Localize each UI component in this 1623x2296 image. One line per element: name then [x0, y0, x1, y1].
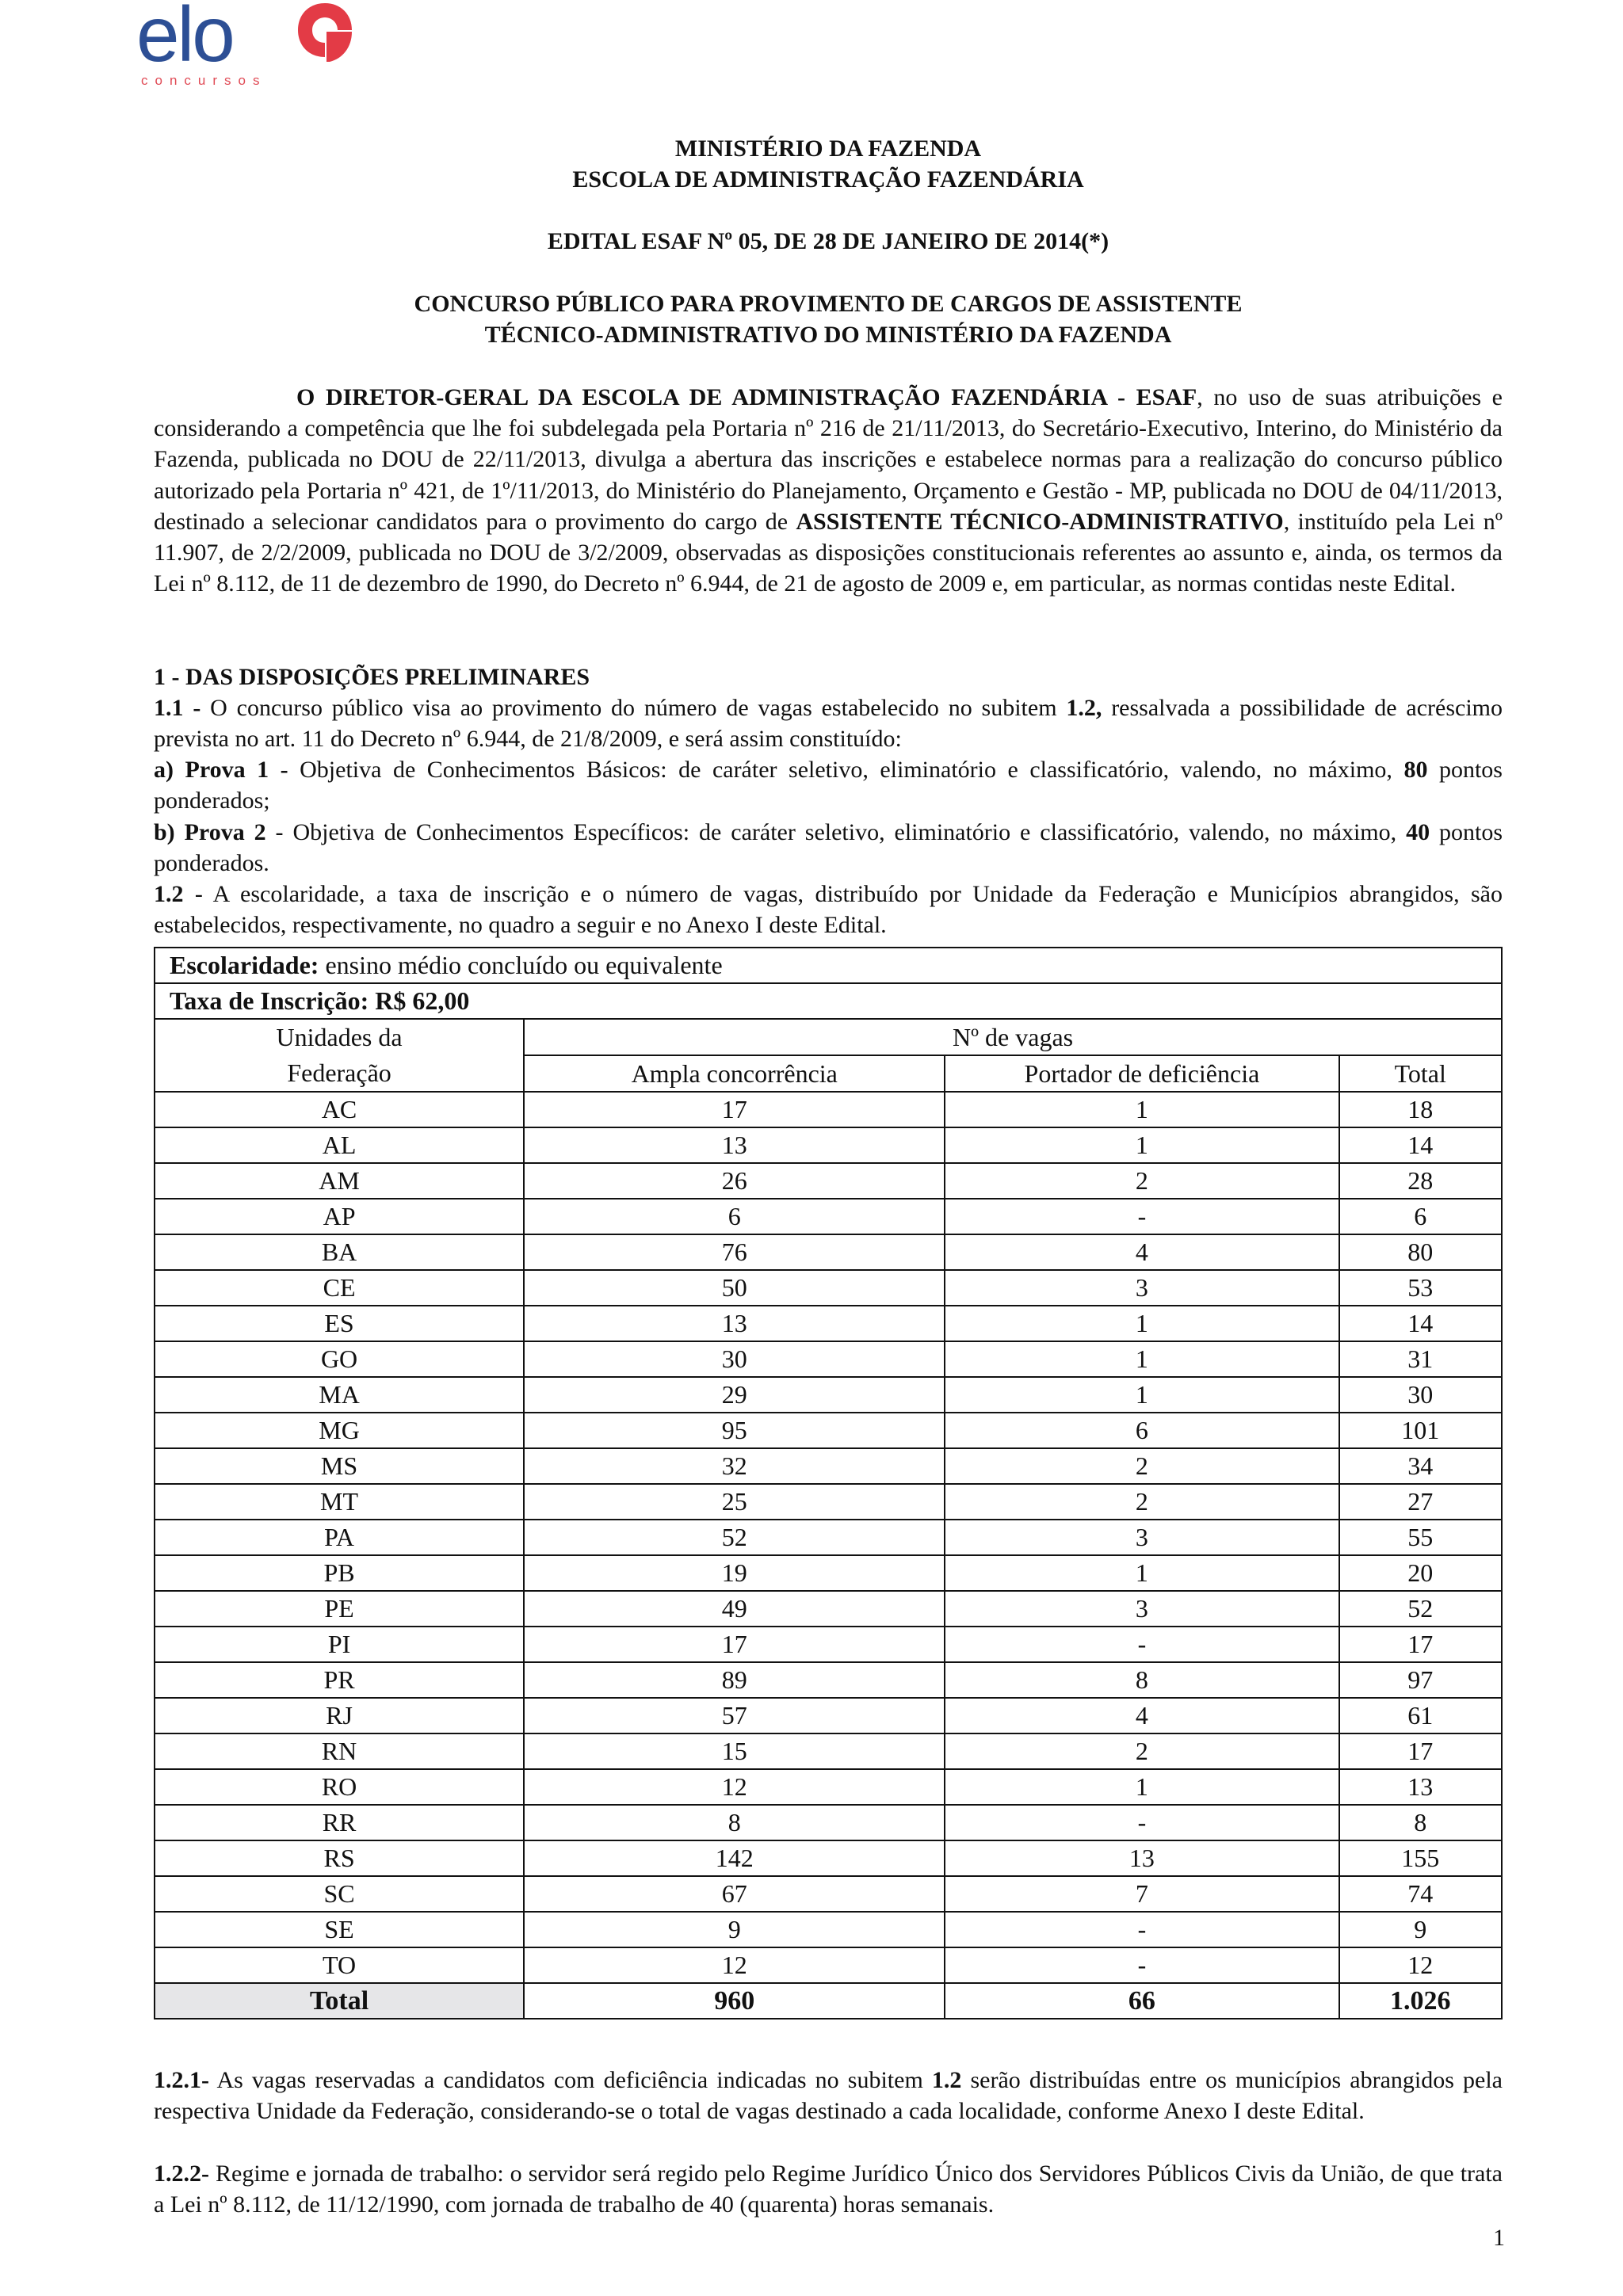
escolaridade-label: Escolaridade:: [170, 951, 319, 979]
cell-total: 30: [1339, 1377, 1503, 1413]
cell-total: 52: [1339, 1591, 1503, 1627]
table-row: [155, 1912, 1502, 1947]
cell-total: 14: [1339, 1306, 1503, 1341]
cell-uf: GO: [155, 1341, 524, 1377]
cell-uf: MG: [155, 1413, 524, 1448]
cell-total: 34: [1339, 1448, 1503, 1484]
item-text: O concurso público visa ao provimento do número de vagas estabelecido no subitem: [200, 695, 1067, 721]
col-header-uf-line1: Unidades da: [276, 1023, 403, 1051]
header-row-1: [155, 1019, 1502, 1055]
cell-ampla: 12: [524, 1947, 945, 1983]
cell-uf: CE: [155, 1270, 524, 1306]
table-row: [155, 1698, 1502, 1733]
cell-deficiencia: 7: [945, 1876, 1338, 1912]
cell-total: 155: [1339, 1840, 1503, 1876]
cell-uf: MA: [155, 1377, 524, 1413]
logo-mark-icon: [295, 0, 355, 65]
cell-deficiencia: -: [945, 1912, 1338, 1947]
prova-tail: pontos ponderados.: [154, 819, 1503, 877]
col-header-ampla: Ampla concorrência: [524, 1055, 945, 1092]
cell-total: 80: [1339, 1234, 1503, 1270]
cell-deficiencia: 1: [945, 1377, 1338, 1413]
cell-deficiencia: 8: [945, 1662, 1338, 1698]
item-text: As vagas reservadas a candidatos com deficiência indicadas no subitem: [209, 2067, 932, 2093]
cell-uf: SE: [155, 1912, 524, 1947]
cell-uf: RO: [155, 1769, 524, 1805]
prova-1: [154, 754, 1503, 816]
table-row: [155, 1876, 1502, 1912]
cell-deficiencia: -: [945, 1627, 1338, 1662]
table-row: [155, 1448, 1502, 1484]
table-row: [155, 1947, 1502, 1983]
table-row: [155, 1413, 1502, 1448]
item-1-2-1: [154, 2065, 1503, 2126]
item-text-cont: serão distribuídas entre os municípios abrangidos pela respectiva Unidade da Federação, considerando-se o total de vagas destinado a cada localidade, conforme Anexo I deste Edital.: [154, 2067, 1503, 2125]
cell-uf: RJ: [155, 1698, 524, 1733]
cell-uf: MT: [155, 1484, 524, 1520]
prova-label: a) Prova 1 -: [154, 757, 288, 783]
col-group-header-vagas: Nº de vagas: [524, 1019, 1502, 1055]
table-row: [155, 1377, 1502, 1413]
logo-wordmark: elo: [136, 0, 233, 78]
edital-title: EDITAL ESAF Nº 05, DE 28 DE JANEIRO DE 2014(*): [547, 228, 1109, 254]
item-ref: 1.2: [931, 2067, 962, 2093]
cell-uf: RN: [155, 1733, 524, 1769]
preamble-lead: O DIRETOR-GERAL DA ESCOLA DE ADMINISTRAÇÃO FAZENDÁRIA - ESAF: [296, 384, 1197, 410]
prova-points: 40: [1406, 819, 1430, 845]
cell-uf: BA: [155, 1234, 524, 1270]
cell-ampla: 67: [524, 1876, 945, 1912]
preamble-paragraph: [154, 382, 1503, 599]
table-row: [155, 1662, 1502, 1698]
item-number: 1.2: [154, 881, 184, 907]
cell-total: 101: [1339, 1413, 1503, 1448]
table-row: [155, 1520, 1502, 1555]
cell-deficiencia: 3: [945, 1270, 1338, 1306]
cell-total: 6: [1339, 1199, 1503, 1234]
cell-uf: AM: [155, 1163, 524, 1199]
cell-total: 13: [1339, 1769, 1503, 1805]
cell-ampla: 13: [524, 1127, 945, 1163]
cell-deficiencia: -: [945, 1199, 1338, 1234]
cell-uf: AL: [155, 1127, 524, 1163]
cell-total: 55: [1339, 1520, 1503, 1555]
cell-ampla: 26: [524, 1163, 945, 1199]
item-text: - A escolaridade, a taxa de inscrição e o número de vagas, distribuído por Unidade da Federação e Municípios abrangidos, são estabelecidos, respectivamente, no quadro a seguir e no Anexo I deste Edital.: [154, 881, 1503, 939]
cell-total: 9: [1339, 1912, 1503, 1947]
table-row: [155, 1127, 1502, 1163]
cell-uf: PR: [155, 1662, 524, 1698]
item-text: Regime e jornada de trabalho: o servidor será regido pelo Regime Jurídico Único dos Servidores Públicos Civis da União, de que trata a Lei nº 8.112, de 11/12/1990, com jornada de trabalho de 40 (quarenta) horas semanais.: [154, 2161, 1503, 2218]
item-number: 1.2.1-: [154, 2067, 209, 2093]
col-header-uf: [155, 1019, 524, 1092]
escolaridade-row: [155, 948, 1502, 983]
table-row: [155, 1627, 1502, 1662]
item-1-2: [154, 879, 1503, 940]
col-header-uf-line2: Federação: [287, 1058, 391, 1087]
cell-uf: PI: [155, 1627, 524, 1662]
cell-total: 17: [1339, 1627, 1503, 1662]
cell-deficiencia: 2: [945, 1484, 1338, 1520]
cell-uf: RS: [155, 1840, 524, 1876]
table-row: [155, 1199, 1502, 1234]
table-row: [155, 1163, 1502, 1199]
cell-ampla: 12: [524, 1769, 945, 1805]
total-label: Total: [155, 1983, 524, 2019]
cell-uf: TO: [155, 1947, 524, 1983]
taxa-cell: Taxa de Inscrição: R$ 62,00: [155, 983, 1502, 1019]
table-row: [155, 1341, 1502, 1377]
elo-concursos-logo: [136, 0, 342, 95]
cell-ampla: 17: [524, 1092, 945, 1127]
cell-deficiencia: 1: [945, 1769, 1338, 1805]
cell-ampla: 8: [524, 1805, 945, 1840]
cell-ampla: 29: [524, 1377, 945, 1413]
prova-2: [154, 817, 1503, 879]
cell-deficiencia: 4: [945, 1698, 1338, 1733]
cell-total: 27: [1339, 1484, 1503, 1520]
cell-deficiencia: 4: [945, 1234, 1338, 1270]
cell-ampla: 57: [524, 1698, 945, 1733]
cell-deficiencia: 1: [945, 1341, 1338, 1377]
cell-ampla: 32: [524, 1448, 945, 1484]
total-row: [155, 1983, 1502, 2019]
prova-text: Objetiva de Conhecimentos Básicos: de caráter seletivo, eliminatório e classificatório, valendo, no máximo,: [288, 757, 1404, 783]
school-title: ESCOLA DE ADMINISTRAÇÃO FAZENDÁRIA: [572, 166, 1084, 193]
cell-ampla: 19: [524, 1555, 945, 1591]
cell-total: 8: [1339, 1805, 1503, 1840]
ministry-title: MINISTÉRIO DA FAZENDA: [674, 135, 982, 162]
cell-uf: SC: [155, 1876, 524, 1912]
prova-label: b) Prova 2: [154, 819, 266, 845]
page-number: 1: [1493, 2225, 1505, 2251]
cargo-name: ASSISTENTE TÉCNICO-ADMINISTRATIVO: [796, 508, 1284, 535]
cell-ampla: 13: [524, 1306, 945, 1341]
escolaridade-cell: [155, 948, 1502, 983]
cell-deficiencia: -: [945, 1947, 1338, 1983]
cell-deficiencia: -: [945, 1805, 1338, 1840]
total-ampla: 960: [524, 1983, 945, 2019]
cell-uf: PA: [155, 1520, 524, 1555]
cell-deficiencia: 13: [945, 1840, 1338, 1876]
cell-ampla: 15: [524, 1733, 945, 1769]
prova-tail: pontos ponderados;: [154, 757, 1503, 814]
table-row: [155, 1555, 1502, 1591]
item-1-1: [154, 692, 1503, 754]
col-header-deficiencia: Portador de deficiência: [945, 1055, 1338, 1092]
table-row: [155, 1805, 1502, 1840]
cell-uf: AC: [155, 1092, 524, 1127]
cell-deficiencia: 1: [945, 1127, 1338, 1163]
cell-total: 20: [1339, 1555, 1503, 1591]
cell-uf: ES: [155, 1306, 524, 1341]
cell-uf: PB: [155, 1555, 524, 1591]
cell-deficiencia: 6: [945, 1413, 1338, 1448]
table-row: [155, 1733, 1502, 1769]
cell-deficiencia: 2: [945, 1448, 1338, 1484]
item-number: 1.2.2-: [154, 2161, 209, 2187]
cell-ampla: 30: [524, 1341, 945, 1377]
cell-deficiencia: 1: [945, 1555, 1338, 1591]
cell-deficiencia: 3: [945, 1520, 1338, 1555]
cell-uf: MS: [155, 1448, 524, 1484]
total-deficiencia: 66: [945, 1983, 1338, 2019]
vagas-table: [154, 947, 1503, 2019]
concurso-title-line1: CONCURSO PÚBLICO PARA PROVIMENTO DE CARGOS DE ASSISTENTE: [414, 291, 1243, 317]
table-row: [155, 1270, 1502, 1306]
item-text-cont: ressalvada a possibilidade de acréscimo prevista no art. 11 do Decreto nº 6.944, de 21/8/2009, e será assim constituído:: [154, 695, 1503, 753]
cell-deficiencia: 1: [945, 1306, 1338, 1341]
section-1-title: 1 - DAS DISPOSIÇÕES PRELIMINARES: [154, 664, 590, 690]
table-row: [155, 1769, 1502, 1805]
cell-total: 28: [1339, 1163, 1503, 1199]
item-number: 1.1 -: [154, 695, 201, 721]
cell-ampla: 52: [524, 1520, 945, 1555]
col-header-total: Total: [1339, 1055, 1503, 1092]
cell-deficiencia: 2: [945, 1733, 1338, 1769]
cell-total: 74: [1339, 1876, 1503, 1912]
cell-total: 53: [1339, 1270, 1503, 1306]
vagas-body: [155, 1092, 1502, 1983]
cell-total: 31: [1339, 1341, 1503, 1377]
cell-uf: AP: [155, 1199, 524, 1234]
table-row: [155, 1234, 1502, 1270]
prova-points: 80: [1403, 757, 1428, 783]
logo-subtitle: concursos: [141, 73, 267, 88]
cell-ampla: 50: [524, 1270, 945, 1306]
table-row: [155, 1484, 1502, 1520]
table-row: [155, 1092, 1502, 1127]
item-1-2-2: [154, 2158, 1503, 2220]
cell-ampla: 142: [524, 1840, 945, 1876]
cell-total: 18: [1339, 1092, 1503, 1127]
cell-uf: PE: [155, 1591, 524, 1627]
cell-deficiencia: 1: [945, 1092, 1338, 1127]
cell-total: 17: [1339, 1733, 1503, 1769]
cell-ampla: 49: [524, 1591, 945, 1627]
cell-ampla: 76: [524, 1234, 945, 1270]
cell-total: 97: [1339, 1662, 1503, 1698]
cell-ampla: 17: [524, 1627, 945, 1662]
cell-ampla: 95: [524, 1413, 945, 1448]
cell-total: 61: [1339, 1698, 1503, 1733]
cell-total: 12: [1339, 1947, 1503, 1983]
cell-total: 14: [1339, 1127, 1503, 1163]
total-total: 1.026: [1339, 1983, 1503, 2019]
cell-ampla: 9: [524, 1912, 945, 1947]
prova-text: - Objetiva de Conhecimentos Específicos: de caráter seletivo, eliminatório e classificatório, valendo, no máximo,: [265, 819, 1407, 845]
cell-ampla: 25: [524, 1484, 945, 1520]
item-ref: 1.2,: [1066, 695, 1102, 721]
taxa-row: [155, 983, 1502, 1019]
escolaridade-value: ensino médio concluído ou equivalente: [319, 951, 723, 979]
cell-deficiencia: 3: [945, 1591, 1338, 1627]
table-row: [155, 1840, 1502, 1876]
cell-ampla: 6: [524, 1199, 945, 1234]
preamble-text: , no uso de suas atribuições e considerando a competência que lhe foi subdelegada pela Portaria nº 216 de 21/11/2013, do Secretário-Executivo, Interino, do Ministério da Fazenda, publicada no DOU de 22/11/2013, divulga a abertura das inscrições e estabelece normas para a realização do concurso público autorizado pela Portaria nº 421, de 1º/11/2013, do Ministério do Planejamento, Orçamento e Gestão - MP, publicada no DOU de 04/11/2013, destinado a selecionar candidatos para o provimento do cargo de: [154, 384, 1503, 535]
table-row: [155, 1306, 1502, 1341]
cell-ampla: 89: [524, 1662, 945, 1698]
table-row: [155, 1591, 1502, 1627]
cell-deficiencia: 2: [945, 1163, 1338, 1199]
preamble-text-cont: , instituído pela Lei nº 11.907, de 2/2/2009, publicada no DOU de 3/2/2009, observadas as disposições constitucionais referentes ao assunto e, ainda, os termos da Lei nº 8.112, de 11 de dezembro de 1990, do Decreto nº 6.944, de 21 de agosto de 2009 e, em particular, as normas contidas neste Edital.: [154, 508, 1503, 597]
concurso-title-line2: TÉCNICO-ADMINISTRATIVO DO MINISTÉRIO DA FAZENDA: [484, 322, 1172, 348]
cell-uf: RR: [155, 1805, 524, 1840]
